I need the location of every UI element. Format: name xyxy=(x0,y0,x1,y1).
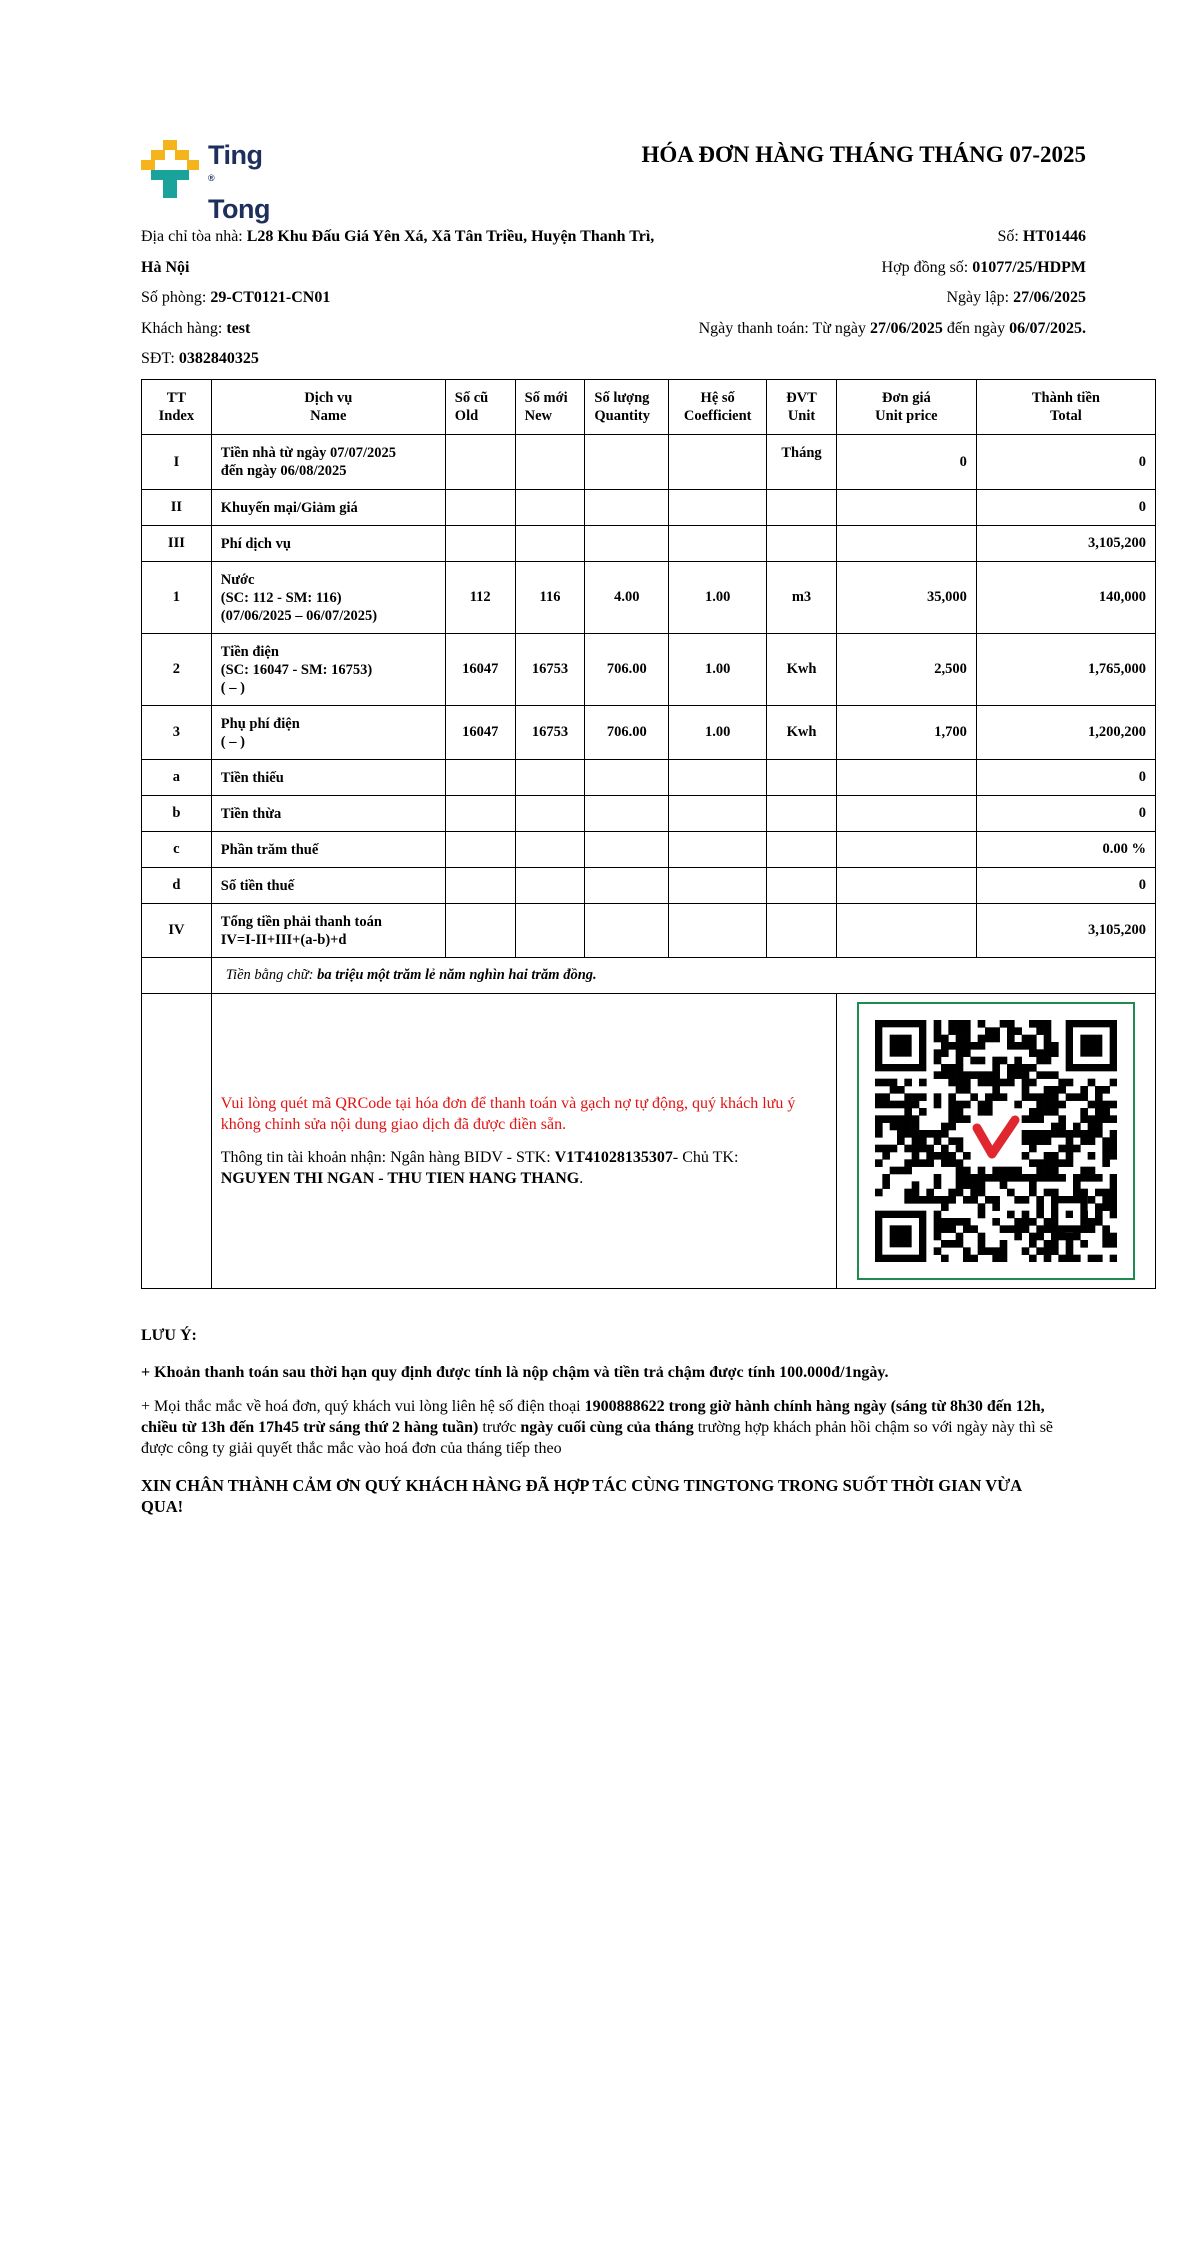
bank-account-info: Thông tin tài khoản nhận: Ngân hàng BIDV - STK: V1T41028135307- Chủ TK: NGUYEN THI NGAN - THU TIEN HANG THANG. xyxy=(220,1149,739,1187)
row-unit: Kwh xyxy=(767,706,837,760)
row-index: b xyxy=(142,796,212,832)
row-name: Tiền thiếu xyxy=(211,760,445,796)
header-quantity: Số lượng Quantity xyxy=(585,380,669,435)
row-name: Số tiền thuế xyxy=(211,868,445,904)
customer-name: Khách hàng: test xyxy=(141,319,251,337)
row-index: 1 xyxy=(142,562,212,634)
invoice-title: HÓA ĐƠN HÀNG THÁNG THÁNG 07-2025 xyxy=(641,142,1086,167)
row-new xyxy=(515,435,585,490)
table-row xyxy=(142,706,1156,760)
row-total: 0 xyxy=(976,490,1155,526)
row-name: Tiền điện (SC: 16047 - SM: 16753) ( – ) xyxy=(211,634,445,706)
tingtong-logo-mark-icon xyxy=(141,140,201,200)
table-row-grand-total xyxy=(142,904,1156,958)
contact-note: + Mọi thắc mắc về hoá đơn, quý khách vui lòng liên hệ số điện thoại 1900888622 trong giờ hành chính hàng ngày (sáng từ 8h30 đến 12h, chiều từ 13h đến 17h45 trừ sáng thứ 2 hàng tuần) trước ngày cuối cùng của tháng trường hợp khách phản hồi chậm so với ngày này thì sẽ được công ty giải quyết thắc mắc vào hoá đơn của tháng tiếp theo xyxy=(141,1398,1054,1457)
row-index: II xyxy=(142,490,212,526)
row-old: 16047 xyxy=(445,634,515,706)
header-old: Số cũ Old xyxy=(445,380,515,435)
row-index: I xyxy=(142,435,212,490)
qr-cell xyxy=(836,994,1155,1289)
table-row xyxy=(142,832,1156,868)
table-row xyxy=(142,562,1156,634)
row-old xyxy=(445,435,515,490)
row-coefficient: 1.00 xyxy=(669,706,767,760)
row-index: 3 xyxy=(142,706,212,760)
qr-code-frame xyxy=(857,1002,1135,1280)
table-row xyxy=(142,526,1156,562)
row-total: 0 xyxy=(976,760,1155,796)
header-unit-price: Đơn giá Unit price xyxy=(836,380,976,435)
table-row xyxy=(142,796,1156,832)
table-row xyxy=(142,490,1156,526)
payment-qr-code-icon[interactable] xyxy=(875,1020,1117,1262)
amount-in-words: Tiền bằng chữ: ba triệu một trăm lẻ năm nghìn hai trăm đồng. xyxy=(211,958,1155,994)
contract-number: Hợp đồng số: 01077/25/HDPM xyxy=(881,258,1086,276)
row-index: IV xyxy=(142,904,212,958)
row-name: Phí dịch vụ xyxy=(211,526,445,562)
row-total: 1,200,200 xyxy=(976,706,1155,760)
header-name: Dịch vụ Name xyxy=(211,380,445,435)
qr-instruction: Vui lòng quét mã QRCode tại hóa đơn để thanh toán và gạch nợ tự động, quý khách lưu ý không chỉnh sửa nội dung giao dịch đã được điền sẵn. xyxy=(220,1095,796,1133)
table-row xyxy=(142,435,1156,490)
issue-date: Ngày lập: 27/06/2025 xyxy=(946,289,1086,306)
row-quantity: 4.00 xyxy=(585,562,669,634)
row-coefficient xyxy=(669,435,767,490)
row-unit: Tháng xyxy=(767,435,837,490)
row-total: 140,000 xyxy=(976,562,1155,634)
row-unit: Kwh xyxy=(767,634,837,706)
row-quantity xyxy=(585,435,669,490)
payment-info xyxy=(211,994,836,1289)
row-new: 16753 xyxy=(515,634,585,706)
notes-heading: LƯU Ý: xyxy=(141,1327,197,1344)
row-index: III xyxy=(142,526,212,562)
row-total: 0 xyxy=(976,868,1155,904)
tingtong-logo xyxy=(141,140,281,224)
row-unit: m3 xyxy=(767,562,837,634)
row-index: c xyxy=(142,832,212,868)
header-coefficient: Hệ số Coefficient xyxy=(669,380,767,435)
row-old: 112 xyxy=(445,562,515,634)
row-total: 0 xyxy=(976,435,1155,490)
row-name: Khuyến mại/Giảm giá xyxy=(211,490,445,526)
invoice-table xyxy=(141,379,1156,1289)
row-new: 116 xyxy=(515,562,585,634)
row-unit-price: 35,000 xyxy=(836,562,976,634)
row-total: 1,765,000 xyxy=(976,634,1155,706)
row-name: Phần trăm thuế xyxy=(211,832,445,868)
row-new: 16753 xyxy=(515,706,585,760)
row-coefficient: 1.00 xyxy=(669,634,767,706)
header-new: Số mới New xyxy=(515,380,585,435)
row-coefficient: 1.00 xyxy=(669,562,767,634)
row-quantity: 706.00 xyxy=(585,634,669,706)
table-row xyxy=(142,868,1156,904)
customer-phone: SĐT: 0382840325 xyxy=(141,350,259,367)
row-total: 3,105,200 xyxy=(976,526,1155,562)
building-address: Địa chỉ tòa nhà: L28 Khu Đấu Giá Yên Xá, Xã Tân Triều, Huyện Thanh Trì, Hà Nội xyxy=(141,228,655,276)
invoice-number: Số: HT01446 xyxy=(997,228,1086,245)
row-name: Tiền thừa xyxy=(211,796,445,832)
header-total: Thành tiền Total xyxy=(976,380,1155,435)
notes-section xyxy=(141,1325,1061,1530)
row-quantity: 706.00 xyxy=(585,706,669,760)
row-unit-price: 1,700 xyxy=(836,706,976,760)
room-number: Số phòng: 29-CT0121-CN01 xyxy=(141,289,331,306)
logo-wordmark: Ting ® Tong xyxy=(208,140,270,224)
row-unit-price: 2,500 xyxy=(836,634,976,706)
row-index: d xyxy=(142,868,212,904)
row-name: Phụ phí điện ( – ) xyxy=(211,706,445,760)
row-total: 0.00 % xyxy=(976,832,1155,868)
table-row xyxy=(142,634,1156,706)
header-index: TT Index xyxy=(142,380,212,435)
thank-you-message: XIN CHÂN THÀNH CẢM ƠN QUÝ KHÁCH HÀNG ĐÃ HỢP TÁC CÙNG TINGTONG TRONG SUỐT THỜI GIAN VỪA QUA! xyxy=(141,1476,1022,1516)
row-index: 2 xyxy=(142,634,212,706)
row-name: Nước (SC: 112 - SM: 116) (07/06/2025 – 06/07/2025) xyxy=(211,562,445,634)
payment-period: Ngày thanh toán: Từ ngày 27/06/2025 đến ngày 06/07/2025. xyxy=(698,319,1086,337)
table-row xyxy=(142,760,1156,796)
row-index: a xyxy=(142,760,212,796)
row-total: 3,105,200 xyxy=(976,904,1155,958)
row-old: 16047 xyxy=(445,706,515,760)
header-unit: ĐVT Unit xyxy=(767,380,837,435)
table-header-row xyxy=(142,380,1156,435)
row-total: 0 xyxy=(976,796,1155,832)
row-name: Tiền nhà từ ngày 07/07/2025 đến ngày 06/08/2025 xyxy=(211,435,445,490)
payment-row xyxy=(142,994,1156,1289)
late-fee-note: + Khoản thanh toán sau thời hạn quy định được tính là nộp chậm và tiền trả chậm được tính 100.000đ/1ngày. xyxy=(141,1364,889,1381)
row-unit-price: 0 xyxy=(836,435,976,490)
amount-in-words-row xyxy=(142,958,1156,994)
row-name: Tổng tiền phải thanh toán IV=I-II+III+(a-b)+d xyxy=(211,904,445,958)
invoice-meta xyxy=(526,222,1086,344)
